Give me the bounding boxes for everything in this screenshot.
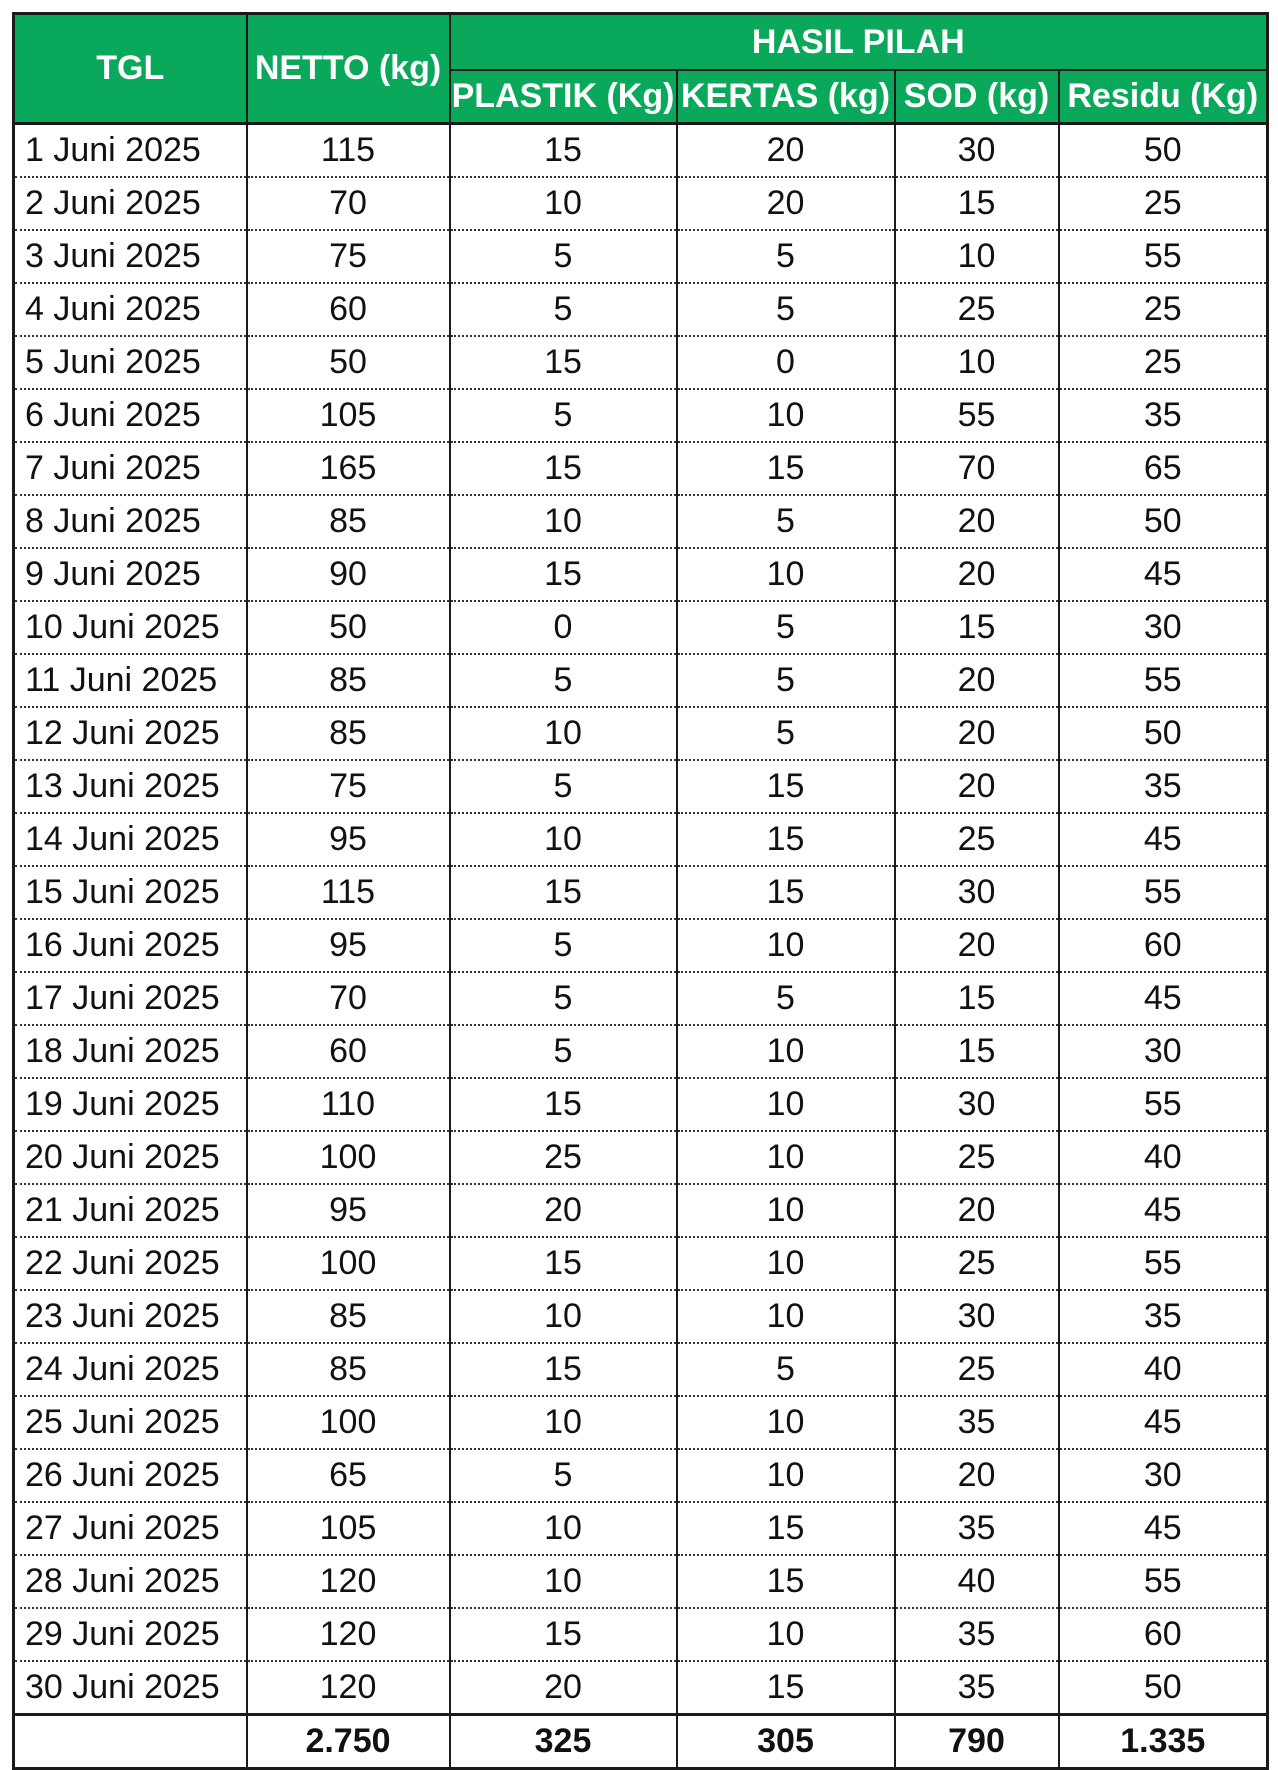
cell-sod: 35 [895, 1608, 1059, 1661]
cell-tgl: 30 Juni 2025 [14, 1661, 247, 1715]
cell-plastik: 5 [450, 919, 677, 972]
cell-kertas: 15 [677, 442, 895, 495]
cell-kertas: 10 [677, 1608, 895, 1661]
cell-tgl: 5 Juni 2025 [14, 336, 247, 389]
cell-netto: 115 [247, 866, 450, 919]
cell-netto: 70 [247, 177, 450, 230]
table-row [14, 601, 1268, 654]
header-sod: SOD (kg) [895, 70, 1059, 124]
table-header [14, 14, 1268, 124]
total-plastik: 325 [450, 1715, 677, 1769]
table-body [14, 124, 1268, 1715]
cell-kertas: 5 [677, 601, 895, 654]
total-sod: 790 [895, 1715, 1059, 1769]
cell-tgl: 28 Juni 2025 [14, 1555, 247, 1608]
cell-netto: 65 [247, 1449, 450, 1502]
waste-sorting-table [12, 12, 1269, 1770]
cell-residu: 55 [1059, 654, 1268, 707]
cell-sod: 30 [895, 866, 1059, 919]
cell-residu: 45 [1059, 1502, 1268, 1555]
cell-kertas: 10 [677, 919, 895, 972]
cell-plastik: 10 [450, 813, 677, 866]
cell-kertas: 15 [677, 760, 895, 813]
cell-residu: 25 [1059, 336, 1268, 389]
header-hasil-pilah: HASIL PILAH [450, 14, 1268, 71]
cell-plastik: 5 [450, 1025, 677, 1078]
cell-tgl: 13 Juni 2025 [14, 760, 247, 813]
cell-netto: 105 [247, 389, 450, 442]
cell-kertas: 20 [677, 177, 895, 230]
cell-residu: 50 [1059, 1661, 1268, 1715]
cell-tgl: 7 Juni 2025 [14, 442, 247, 495]
cell-kertas: 10 [677, 1131, 895, 1184]
cell-sod: 20 [895, 548, 1059, 601]
cell-netto: 95 [247, 919, 450, 972]
table-row [14, 1025, 1268, 1078]
table-row [14, 1608, 1268, 1661]
cell-plastik: 5 [450, 654, 677, 707]
cell-kertas: 15 [677, 866, 895, 919]
cell-netto: 105 [247, 1502, 450, 1555]
cell-tgl: 17 Juni 2025 [14, 972, 247, 1025]
cell-plastik: 5 [450, 760, 677, 813]
table-row [14, 707, 1268, 760]
cell-sod: 40 [895, 1555, 1059, 1608]
cell-residu: 40 [1059, 1343, 1268, 1396]
cell-sod: 25 [895, 813, 1059, 866]
cell-netto: 85 [247, 654, 450, 707]
table-row [14, 389, 1268, 442]
cell-netto: 165 [247, 442, 450, 495]
table-row [14, 866, 1268, 919]
cell-kertas: 15 [677, 1555, 895, 1608]
table-row [14, 177, 1268, 230]
cell-netto: 90 [247, 548, 450, 601]
cell-netto: 50 [247, 336, 450, 389]
total-residu: 1.335 [1059, 1715, 1268, 1769]
cell-residu: 50 [1059, 124, 1268, 178]
table-row [14, 1502, 1268, 1555]
table-row [14, 1290, 1268, 1343]
cell-tgl: 19 Juni 2025 [14, 1078, 247, 1131]
cell-kertas: 5 [677, 230, 895, 283]
table-row [14, 760, 1268, 813]
cell-kertas: 5 [677, 654, 895, 707]
table-row [14, 1237, 1268, 1290]
cell-tgl: 24 Juni 2025 [14, 1343, 247, 1396]
table-row [14, 1131, 1268, 1184]
cell-residu: 25 [1059, 177, 1268, 230]
cell-residu: 45 [1059, 1396, 1268, 1449]
cell-tgl: 1 Juni 2025 [14, 124, 247, 178]
table-row [14, 1661, 1268, 1715]
cell-netto: 95 [247, 813, 450, 866]
cell-residu: 55 [1059, 1078, 1268, 1131]
cell-plastik: 20 [450, 1184, 677, 1237]
cell-tgl: 4 Juni 2025 [14, 283, 247, 336]
cell-plastik: 10 [450, 1502, 677, 1555]
cell-netto: 70 [247, 972, 450, 1025]
cell-plastik: 10 [450, 1396, 677, 1449]
cell-plastik: 10 [450, 177, 677, 230]
cell-sod: 55 [895, 389, 1059, 442]
cell-plastik: 15 [450, 1237, 677, 1290]
cell-sod: 15 [895, 972, 1059, 1025]
cell-plastik: 5 [450, 283, 677, 336]
cell-kertas: 15 [677, 1661, 895, 1715]
header-netto: NETTO (kg) [247, 14, 450, 124]
cell-plastik: 15 [450, 442, 677, 495]
cell-residu: 25 [1059, 283, 1268, 336]
cell-plastik: 5 [450, 230, 677, 283]
cell-plastik: 5 [450, 972, 677, 1025]
cell-plastik: 5 [450, 1449, 677, 1502]
table-row [14, 1396, 1268, 1449]
cell-sod: 20 [895, 654, 1059, 707]
cell-tgl: 21 Juni 2025 [14, 1184, 247, 1237]
cell-netto: 60 [247, 1025, 450, 1078]
cell-residu: 60 [1059, 919, 1268, 972]
cell-netto: 85 [247, 495, 450, 548]
table-row [14, 442, 1268, 495]
cell-sod: 20 [895, 1449, 1059, 1502]
table-row [14, 336, 1268, 389]
cell-netto: 75 [247, 230, 450, 283]
cell-kertas: 10 [677, 389, 895, 442]
header-residu: Residu (Kg) [1059, 70, 1268, 124]
cell-kertas: 5 [677, 283, 895, 336]
cell-tgl: 8 Juni 2025 [14, 495, 247, 548]
cell-sod: 35 [895, 1396, 1059, 1449]
cell-kertas: 10 [677, 1396, 895, 1449]
cell-sod: 25 [895, 283, 1059, 336]
table-row [14, 283, 1268, 336]
cell-tgl: 20 Juni 2025 [14, 1131, 247, 1184]
cell-residu: 65 [1059, 442, 1268, 495]
cell-sod: 35 [895, 1661, 1059, 1715]
cell-plastik: 15 [450, 1078, 677, 1131]
total-kertas: 305 [677, 1715, 895, 1769]
cell-tgl: 18 Juni 2025 [14, 1025, 247, 1078]
cell-residu: 30 [1059, 601, 1268, 654]
cell-tgl: 22 Juni 2025 [14, 1237, 247, 1290]
cell-kertas: 0 [677, 336, 895, 389]
cell-netto: 85 [247, 1343, 450, 1396]
table-row [14, 813, 1268, 866]
cell-residu: 50 [1059, 707, 1268, 760]
cell-sod: 30 [895, 1290, 1059, 1343]
cell-sod: 20 [895, 919, 1059, 972]
cell-kertas: 10 [677, 1449, 895, 1502]
cell-plastik: 15 [450, 548, 677, 601]
cell-residu: 45 [1059, 548, 1268, 601]
cell-netto: 85 [247, 707, 450, 760]
cell-netto: 95 [247, 1184, 450, 1237]
cell-netto: 100 [247, 1396, 450, 1449]
cell-plastik: 10 [450, 1290, 677, 1343]
cell-kertas: 5 [677, 972, 895, 1025]
cell-residu: 45 [1059, 813, 1268, 866]
table-row [14, 230, 1268, 283]
cell-kertas: 5 [677, 495, 895, 548]
cell-sod: 15 [895, 601, 1059, 654]
cell-tgl: 3 Juni 2025 [14, 230, 247, 283]
cell-tgl: 16 Juni 2025 [14, 919, 247, 972]
cell-plastik: 10 [450, 707, 677, 760]
cell-tgl: 12 Juni 2025 [14, 707, 247, 760]
cell-residu: 50 [1059, 495, 1268, 548]
total-tgl [14, 1715, 247, 1769]
cell-residu: 30 [1059, 1025, 1268, 1078]
cell-tgl: 27 Juni 2025 [14, 1502, 247, 1555]
cell-residu: 35 [1059, 760, 1268, 813]
cell-tgl: 11 Juni 2025 [14, 654, 247, 707]
cell-tgl: 10 Juni 2025 [14, 601, 247, 654]
cell-tgl: 23 Juni 2025 [14, 1290, 247, 1343]
cell-sod: 10 [895, 230, 1059, 283]
header-tgl: TGL [14, 14, 247, 124]
cell-kertas: 10 [677, 548, 895, 601]
cell-kertas: 10 [677, 1184, 895, 1237]
table-row [14, 1078, 1268, 1131]
cell-sod: 20 [895, 707, 1059, 760]
cell-kertas: 10 [677, 1290, 895, 1343]
cell-plastik: 20 [450, 1661, 677, 1715]
table-footer [14, 1715, 1268, 1769]
cell-tgl: 9 Juni 2025 [14, 548, 247, 601]
cell-kertas: 10 [677, 1237, 895, 1290]
cell-residu: 55 [1059, 1555, 1268, 1608]
cell-plastik: 15 [450, 336, 677, 389]
cell-tgl: 25 Juni 2025 [14, 1396, 247, 1449]
cell-residu: 55 [1059, 866, 1268, 919]
cell-residu: 55 [1059, 230, 1268, 283]
table-row [14, 1343, 1268, 1396]
cell-netto: 100 [247, 1237, 450, 1290]
cell-plastik: 0 [450, 601, 677, 654]
cell-netto: 75 [247, 760, 450, 813]
cell-netto: 110 [247, 1078, 450, 1131]
cell-netto: 100 [247, 1131, 450, 1184]
cell-tgl: 6 Juni 2025 [14, 389, 247, 442]
cell-sod: 20 [895, 1184, 1059, 1237]
cell-plastik: 15 [450, 866, 677, 919]
cell-sod: 20 [895, 495, 1059, 548]
cell-netto: 120 [247, 1608, 450, 1661]
totals-row [14, 1715, 1268, 1769]
cell-kertas: 5 [677, 707, 895, 760]
cell-netto: 60 [247, 283, 450, 336]
cell-kertas: 20 [677, 124, 895, 178]
cell-netto: 120 [247, 1661, 450, 1715]
cell-sod: 10 [895, 336, 1059, 389]
table-row [14, 972, 1268, 1025]
cell-plastik: 5 [450, 389, 677, 442]
cell-residu: 35 [1059, 1290, 1268, 1343]
table-row [14, 548, 1268, 601]
cell-sod: 35 [895, 1502, 1059, 1555]
cell-residu: 45 [1059, 972, 1268, 1025]
cell-residu: 60 [1059, 1608, 1268, 1661]
cell-netto: 85 [247, 1290, 450, 1343]
cell-sod: 30 [895, 1078, 1059, 1131]
cell-sod: 15 [895, 177, 1059, 230]
cell-netto: 120 [247, 1555, 450, 1608]
header-row-group [14, 14, 1268, 71]
cell-tgl: 29 Juni 2025 [14, 1608, 247, 1661]
cell-residu: 40 [1059, 1131, 1268, 1184]
cell-plastik: 15 [450, 1608, 677, 1661]
header-plastik: PLASTIK (Kg) [450, 70, 677, 124]
cell-plastik: 10 [450, 1555, 677, 1608]
cell-kertas: 15 [677, 1502, 895, 1555]
cell-sod: 20 [895, 760, 1059, 813]
table-row [14, 1555, 1268, 1608]
cell-kertas: 5 [677, 1343, 895, 1396]
cell-sod: 70 [895, 442, 1059, 495]
table-row [14, 1449, 1268, 1502]
cell-netto: 115 [247, 124, 450, 178]
table-row [14, 124, 1268, 178]
cell-residu: 35 [1059, 389, 1268, 442]
cell-kertas: 10 [677, 1025, 895, 1078]
cell-tgl: 26 Juni 2025 [14, 1449, 247, 1502]
cell-sod: 15 [895, 1025, 1059, 1078]
cell-residu: 55 [1059, 1237, 1268, 1290]
cell-tgl: 15 Juni 2025 [14, 866, 247, 919]
cell-sod: 25 [895, 1343, 1059, 1396]
cell-tgl: 2 Juni 2025 [14, 177, 247, 230]
cell-residu: 30 [1059, 1449, 1268, 1502]
cell-sod: 25 [895, 1237, 1059, 1290]
table-row [14, 919, 1268, 972]
header-kertas: KERTAS (kg) [677, 70, 895, 124]
cell-netto: 50 [247, 601, 450, 654]
table-row [14, 654, 1268, 707]
cell-plastik: 15 [450, 1343, 677, 1396]
cell-plastik: 25 [450, 1131, 677, 1184]
cell-plastik: 10 [450, 495, 677, 548]
cell-kertas: 10 [677, 1078, 895, 1131]
cell-residu: 45 [1059, 1184, 1268, 1237]
table-row [14, 1184, 1268, 1237]
cell-tgl: 14 Juni 2025 [14, 813, 247, 866]
cell-sod: 25 [895, 1131, 1059, 1184]
total-netto: 2.750 [247, 1715, 450, 1769]
cell-sod: 30 [895, 124, 1059, 178]
table-row [14, 495, 1268, 548]
cell-plastik: 15 [450, 124, 677, 178]
cell-kertas: 15 [677, 813, 895, 866]
